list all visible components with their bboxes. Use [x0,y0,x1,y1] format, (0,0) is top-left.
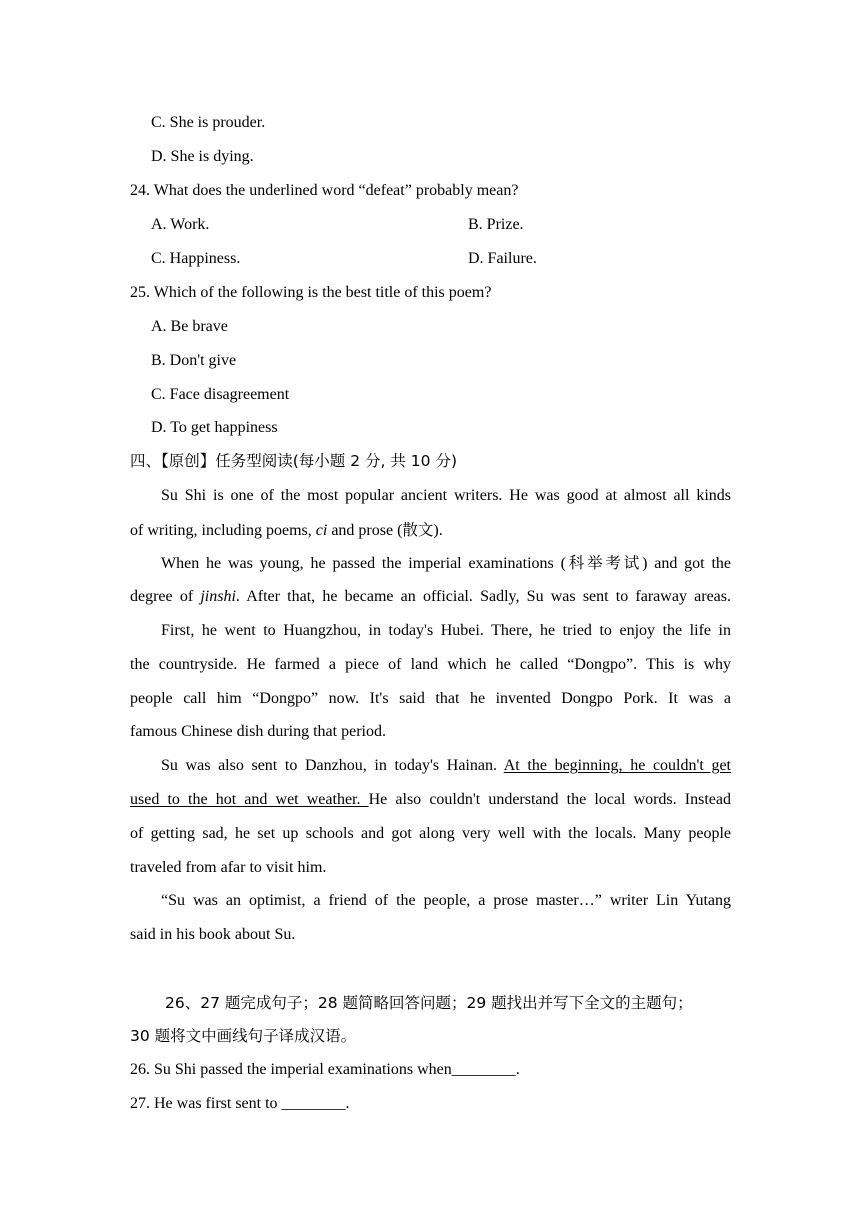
option-25d: D. To get happiness [151,419,278,436]
instructions-line: 30 题将文中画线句子译成汉语。 [130,1027,357,1045]
section-heading: 四、【原创】任务型阅读(每小题 2 分, 共 10 分) [130,452,457,470]
option-25c: C. Face disagreement [151,386,290,403]
question-27: 27. He was first sent to ________. [130,1095,350,1112]
option-25b: B. Don't give [151,352,237,369]
underlined-sentence: At the beginning, he couldn't get [503,757,732,774]
question-24: 24. What does the underlined word “defeat” probably mean? [130,182,519,199]
passage-line: said in his book about Su. [130,926,296,943]
option-24b: B. Prize. [468,216,524,233]
option-24d: D. Failure. [468,250,537,267]
passage-line: “Su was an optimist, a friend of the people, a prose master…” writer Lin Yutang [161,892,731,909]
passage-line: Su Shi is one of the most popular ancient writers. He was good at almost all kinds [161,487,731,504]
passage-line: used to the hot and wet weather. He also couldn't understand the local words. Instead [130,791,731,808]
question-26: 26. Su Shi passed the imperial examinations when________. [130,1061,520,1078]
option-25a: A. Be brave [151,318,228,335]
passage-line: the countryside. He farmed a piece of land which he called “Dongpo”. This is why [130,656,731,673]
passage-line: Su was also sent to Danzhou, in today's Hainan. At the beginning, he couldn't get [161,757,732,774]
option-23d: D. She is dying. [151,148,254,165]
instructions-line: 26、27 题完成句子；28 题简略回答问题；29 题找出并写下全文的主题句； [165,994,693,1012]
passage-line: First, he went to Huangzhou, in today's Hubei. There, he tried to enjoy the life in [161,622,731,639]
option-24c: C. Happiness. [151,250,241,267]
passage-line: of getting sad, he set up schools and got along very well with the locals. Many people [130,825,731,842]
passage-line: degree of jinshi. After that, he became an official. Sadly, Su was sent to faraway areas. [130,588,731,605]
option-23c: C. She is prouder. [151,114,266,131]
passage-line: of writing, including poems, ci and prose (散文). [130,521,443,539]
passage-line: famous Chinese dish during that period. [130,723,386,740]
option-24a: A. Work. [151,216,210,233]
question-25: 25. Which of the following is the best title of this poem? [130,284,492,301]
passage-line: traveled from afar to visit him. [130,859,327,876]
passage-line: When he was young, he passed the imperial examinations (科举考试) and got the [161,554,731,572]
passage-line: people call him “Dongpo” now. It's said that he invented Dongpo Pork. It was a [130,690,731,707]
underlined-sentence: used to the hot and wet weather. [130,791,369,808]
